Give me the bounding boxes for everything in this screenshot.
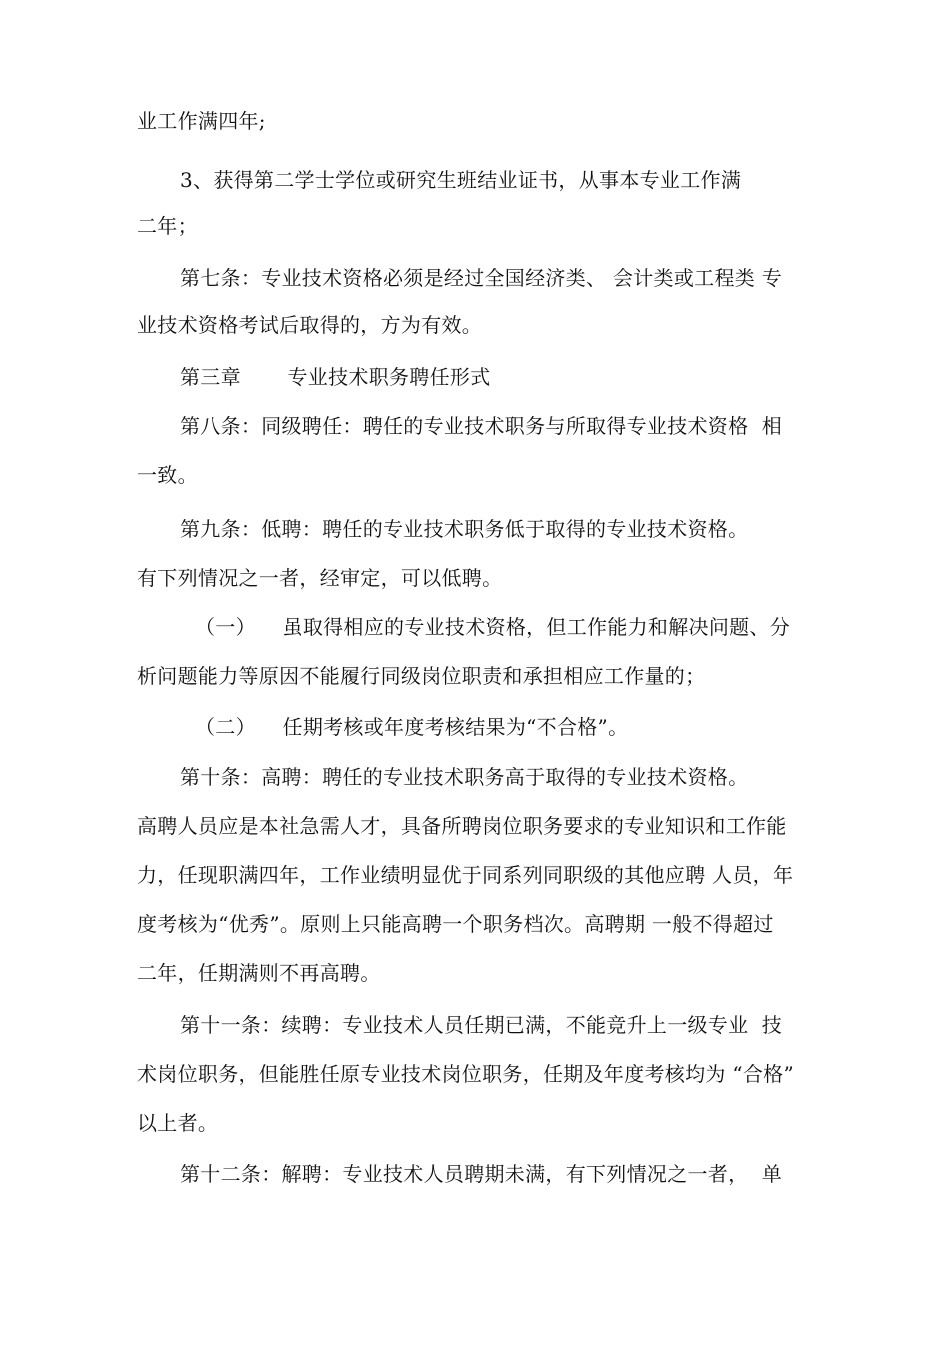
text-line: 第十条：高聘：聘任的专业技术职务高于取得的专业技术资格。 bbox=[180, 765, 749, 789]
text-line: 度考核为“优秀”。原则上只能高聘一个职务档次。高聘期 一般不得超过 bbox=[137, 912, 774, 936]
text-line: 业技术资格考试后取得的，方为有效。 bbox=[137, 313, 483, 337]
text-line: 一致。 bbox=[137, 463, 198, 487]
text-line: 二年，任期满则不再高聘。 bbox=[137, 961, 381, 985]
text-line: 第九条：低聘：聘任的专业技术职务低于取得的专业技术资格。 bbox=[180, 517, 749, 541]
text-line: 术岗位职务，但能胜任原专业技术岗位职务，任期及年度考核均为 “合格” bbox=[137, 1062, 795, 1086]
text-line: 高聘人员应是本社急需人才，具备所聘岗位职务要求的专业知识和工作能 bbox=[137, 814, 787, 838]
section-heading: 第三章 专业技术职务聘任形式 bbox=[180, 365, 491, 389]
text-line: 第十二条：解聘：专业技术人员聘期未满，有下列情况之一者， 单 bbox=[180, 1162, 783, 1186]
list-item: （二） 任期考核或年度考核结果为“不合格”。 bbox=[195, 715, 629, 739]
text-line: 业工作满四年; bbox=[137, 109, 266, 133]
text-line: 第十一条：续聘：专业技术人员任期已满，不能竞升上一级专业 技 bbox=[180, 1013, 783, 1037]
text-line: 力，任现职满四年，工作业绩明显优于同系列同职级的其他应聘 人员，年 bbox=[137, 863, 794, 887]
text-line: 有下列情况之一者，经审定，可以低聘。 bbox=[137, 566, 503, 590]
list-item: （一） 虽取得相应的专业技术资格，但工作能力和解决问题、分 bbox=[195, 615, 791, 639]
text-line: 二年； bbox=[137, 214, 198, 238]
text-line: 第八条：同级聘任：聘任的专业技术职务与所取得专业技术资格 相 bbox=[180, 414, 783, 438]
text-line: 析问题能力等原因不能履行同级岗位职责和承担相应工作量的； bbox=[137, 664, 706, 688]
text-line: 第七条：专业技术资格必须是经过全国经济类、 会计类或工程类 专 bbox=[180, 266, 783, 290]
text-line: 以上者。 bbox=[137, 1111, 219, 1135]
text-line: 3、获得第二学士学位或研究生班结业证书，从事本专业工作满 bbox=[180, 168, 742, 192]
